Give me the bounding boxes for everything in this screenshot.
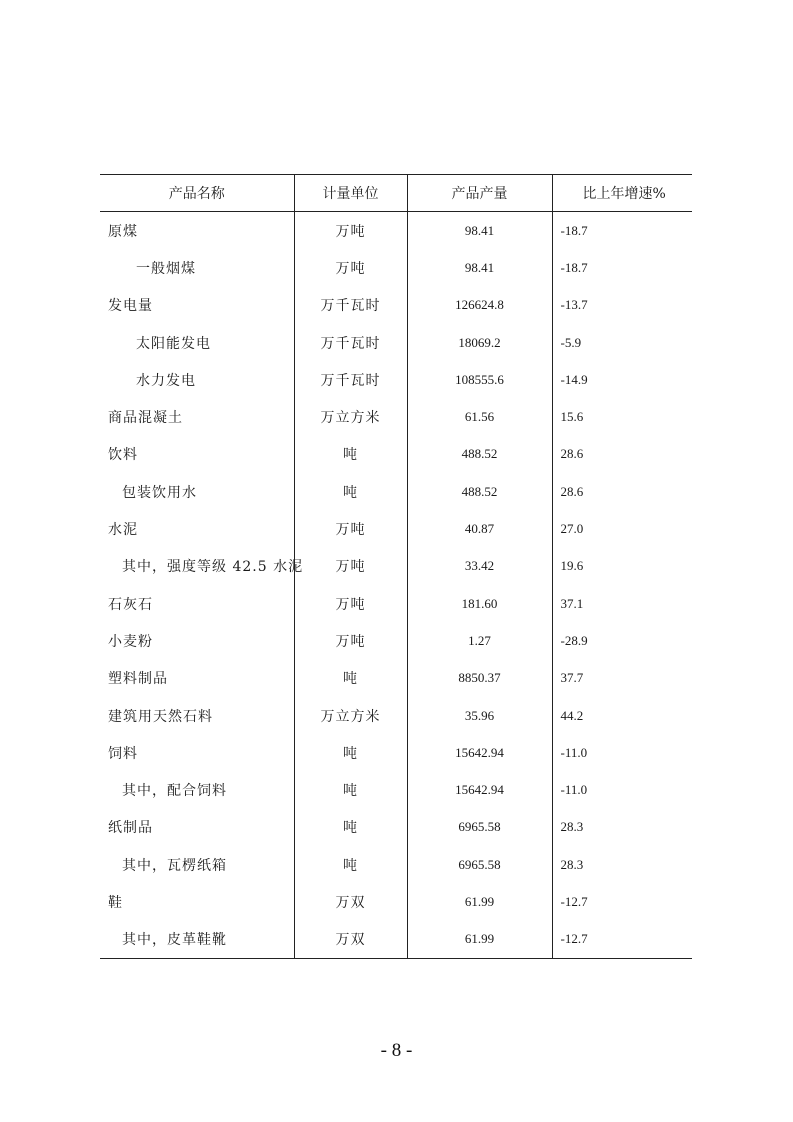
output-cell: 488.52 [407, 473, 552, 510]
table-row [100, 846, 692, 883]
output-cell: 40.87 [407, 510, 552, 547]
table-row [100, 771, 692, 808]
product-name-cell: 饲料 [108, 745, 138, 762]
table-row [100, 622, 692, 659]
growth-cell: 27.0 [552, 510, 692, 547]
growth-cell: -12.7 [552, 921, 692, 959]
growth-cell: -5.9 [552, 324, 692, 361]
output-cell: 18069.2 [407, 324, 552, 361]
unit-cell: 万吨 [294, 510, 407, 547]
output-cell: 35.96 [407, 697, 552, 734]
table-row [100, 921, 692, 959]
output-cell: 98.41 [407, 212, 552, 250]
output-cell: 488.52 [407, 436, 552, 473]
table-row [100, 361, 692, 398]
product-name-cell: 石灰石 [108, 596, 153, 613]
product-name-cell: 其中，配合饲料 [122, 783, 227, 800]
product-output-table [100, 174, 692, 959]
product-name-cell: 饮料 [108, 447, 138, 464]
growth-cell: 37.7 [552, 660, 692, 697]
unit-cell: 万双 [294, 883, 407, 920]
unit-cell: 万千瓦时 [294, 361, 407, 398]
growth-cell: -11.0 [552, 771, 692, 808]
product-name-cell: 建筑用天然石料 [108, 708, 213, 725]
table-row [100, 809, 692, 846]
table-row [100, 473, 692, 510]
product-name-cell: 鞋 [108, 894, 123, 911]
output-cell: 98.41 [407, 249, 552, 286]
unit-cell: 万吨 [294, 249, 407, 286]
table-row [100, 734, 692, 771]
unit-cell: 万千瓦时 [294, 324, 407, 361]
growth-cell: 44.2 [552, 697, 692, 734]
product-name-cell: 其中，强度等级 42.5 水泥 [122, 559, 304, 576]
product-name-cell: 其中，皮革鞋靴 [122, 932, 227, 949]
header-row [100, 175, 692, 212]
unit-cell: 吨 [294, 436, 407, 473]
product-name-cell: 小麦粉 [108, 633, 153, 650]
table-row [100, 436, 692, 473]
unit-cell: 吨 [294, 473, 407, 510]
table-row [100, 697, 692, 734]
unit-cell: 吨 [294, 809, 407, 846]
header-unit: 计量单位 [294, 175, 407, 212]
table-row [100, 585, 692, 622]
unit-cell: 万吨 [294, 622, 407, 659]
unit-cell: 吨 [294, 734, 407, 771]
product-name-cell: 纸制品 [108, 820, 153, 837]
output-cell: 6965.58 [407, 809, 552, 846]
unit-cell: 吨 [294, 846, 407, 883]
table-body [100, 212, 692, 959]
unit-cell: 万立方米 [294, 398, 407, 435]
unit-cell: 万立方米 [294, 697, 407, 734]
unit-cell: 吨 [294, 660, 407, 697]
product-name-cell: 商品混凝土 [108, 410, 183, 427]
product-name-cell: 发电量 [108, 298, 153, 315]
growth-cell: 15.6 [552, 398, 692, 435]
page-number: - 8 - [380, 1040, 413, 1061]
table-row [100, 287, 692, 324]
unit-cell: 万吨 [294, 548, 407, 585]
product-name-cell: 太阳能发电 [136, 335, 211, 352]
table-row [100, 398, 692, 435]
unit-cell: 万千瓦时 [294, 287, 407, 324]
table-row [100, 324, 692, 361]
output-cell: 61.99 [407, 921, 552, 959]
table-row [100, 249, 692, 286]
unit-cell: 万吨 [294, 212, 407, 250]
growth-cell: -18.7 [552, 249, 692, 286]
growth-cell: -18.7 [552, 212, 692, 250]
product-name-cell: 塑料制品 [108, 671, 168, 688]
growth-cell: -14.9 [552, 361, 692, 398]
growth-cell: 28.3 [552, 809, 692, 846]
output-cell: 8850.37 [407, 660, 552, 697]
growth-cell: 28.6 [552, 473, 692, 510]
product-name-cell: 其中，瓦楞纸箱 [122, 857, 227, 874]
product-name-cell: 原煤 [108, 223, 138, 240]
header-growth: 比上年增速% [552, 175, 692, 212]
growth-cell: -28.9 [552, 622, 692, 659]
growth-cell: -12.7 [552, 883, 692, 920]
product-name-cell: 一般烟煤 [136, 260, 196, 277]
table-header [100, 175, 692, 212]
output-cell: 181.60 [407, 585, 552, 622]
growth-cell: 28.6 [552, 436, 692, 473]
table-row [100, 883, 692, 920]
output-cell: 126624.8 [407, 287, 552, 324]
growth-cell: -11.0 [552, 734, 692, 771]
growth-cell: 19.6 [552, 548, 692, 585]
header-product-name: 产品名称 [100, 175, 294, 212]
unit-cell: 吨 [294, 771, 407, 808]
output-cell: 1.27 [407, 622, 552, 659]
growth-cell: 37.1 [552, 585, 692, 622]
unit-cell: 万吨 [294, 585, 407, 622]
product-output-table-container [100, 174, 692, 959]
growth-cell: 28.3 [552, 846, 692, 883]
output-cell: 15642.94 [407, 734, 552, 771]
output-cell: 33.42 [407, 548, 552, 585]
product-name-cell: 水泥 [108, 522, 138, 539]
unit-cell: 万双 [294, 921, 407, 959]
table-row [100, 510, 692, 547]
table-row [100, 548, 692, 585]
output-cell: 6965.58 [407, 846, 552, 883]
table-row [100, 212, 692, 250]
output-cell: 61.99 [407, 883, 552, 920]
header-output: 产品产量 [407, 175, 552, 212]
product-name-cell: 水力发电 [136, 372, 196, 389]
output-cell: 15642.94 [407, 771, 552, 808]
product-name-cell: 包装饮用水 [122, 484, 197, 501]
output-cell: 108555.6 [407, 361, 552, 398]
growth-cell: -13.7 [552, 287, 692, 324]
output-cell: 61.56 [407, 398, 552, 435]
table-row [100, 660, 692, 697]
